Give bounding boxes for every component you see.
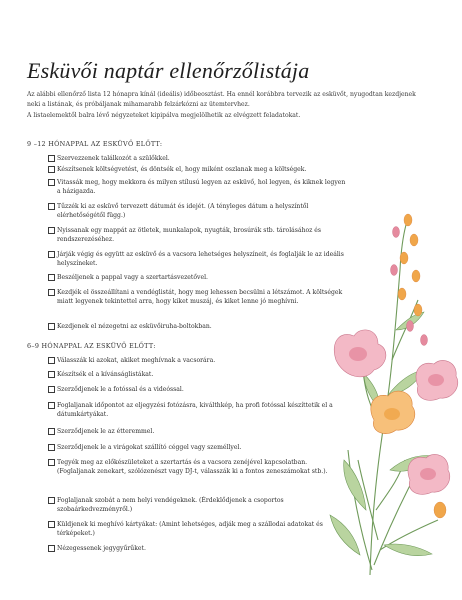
checkbox[interactable]	[48, 323, 55, 330]
checkbox[interactable]	[48, 357, 55, 364]
checkbox[interactable]	[48, 497, 55, 504]
intro-paragraph: A listaelemektől balra lévő négyzeteket kipipálva megjelölhetik az elvégzett feladatokat.	[27, 111, 301, 119]
section-heading: 6–9 HÓNAPPAL AZ ESKÜVŐ ELŐTT:	[27, 342, 156, 350]
checkbox[interactable]	[48, 371, 55, 378]
checkbox[interactable]	[48, 289, 55, 296]
checklist-item: Vitassák meg, hogy mekkora és milyen stílusú legyen az esküvő, hol legyen, és kiknek legyen a házigazda.	[57, 178, 347, 202]
checklist-item: Foglaljanak időpontot az eljegyzési fotózásra, kiválthkép, ha profi fotóssal készíttetik el a dátumkártyákat.	[57, 401, 347, 427]
checkbox[interactable]	[48, 203, 55, 210]
checkbox[interactable]	[48, 386, 55, 393]
checkbox[interactable]	[48, 227, 55, 234]
checklist-item: Foglaljanak szobát a nem helyi vendégeknek. (Érdeklődjenek a csoportos szobaárkedvezményről.)	[57, 496, 347, 520]
checkbox[interactable]	[48, 274, 55, 281]
checkbox[interactable]	[48, 179, 55, 186]
intro-text	[27, 90, 427, 121]
checklist-item: Nyissanak egy mappát az ötletek, munkalapok, nyugták, brosúrák stb. tárolásához és rendszerezéséhez.	[57, 226, 347, 250]
checkbox[interactable]	[48, 521, 55, 528]
checkbox[interactable]	[48, 166, 55, 173]
checklist-item: Válasszák ki azokat, akiket meghívnak a vacsorára.	[57, 356, 347, 370]
checkbox[interactable]	[48, 459, 55, 466]
page-title: Esküvői naptár ellenőrzőlistája	[27, 58, 310, 83]
checkbox[interactable]	[48, 155, 55, 162]
checklist-item: Tűzzék ki az esküvő tervezett dátumát és idejét. (A tényleges dátum a helyszíntől elérhetőségétől függ.)	[57, 202, 347, 226]
checklist-item: Járják végig és együtt az esküvő és a vacsora lehetséges helyszíneit, és foglalják le az ideális helyszíneket.	[57, 250, 347, 273]
intro-paragraph: Az alábbi ellenőrző lista 12 hónapra kínál (ideális) időbeosztást. Ha ennél korábbra tervezik az esküvőt, nyugodtan kezdjenek neki a listának, és próbáljanak mihamarabb felzárkózni az ütemtervhez.	[27, 91, 416, 109]
checkbox[interactable]	[48, 428, 55, 435]
checklist-item: Szerződjenek le az étteremmel.	[57, 427, 347, 443]
checklist-item: Beszéljenek a pappal vagy a szertartásvezetővel.	[57, 273, 347, 288]
checklist-item: Készítsenek költségvetést, és döntsék el, hogy miként oszlanak meg a költségek.	[57, 165, 347, 178]
section-heading: 9 –12 HÓNAPPAL AZ ESKÜVŐ ELŐTT:	[27, 140, 163, 148]
checklist-item: Szerződjenek le a virágokat szállító céggel vagy személlyel.	[57, 443, 347, 458]
checkbox[interactable]	[48, 545, 55, 552]
checklist-item: Kezdjék el összeállítani a vendéglistát, hogy meg lehessen becsülni a létszámot. A költségek miatt legyenek tekintettel arra, hogy kiket muszáj, és kiket lenne jó meghívni.	[57, 288, 347, 322]
flower-illustration	[300, 210, 460, 580]
checkbox[interactable]	[48, 251, 55, 258]
checklist-item: Szerződjenek le a fotóssal és a videóssal.	[57, 385, 347, 401]
checkbox[interactable]	[48, 402, 55, 409]
checklist-item: Küldjenek ki meghívó kártyákat: (Amint lehetséges, adják meg a szállodai adatokat és térképeket.)	[57, 520, 347, 544]
checklist-item: Szervezzenek találkozót a szülőkkel.	[57, 154, 347, 165]
checklist-item: Tegyék meg az előkészületeket a szertartás és a vacsora zenéjével kapcsolatban. (Foglaljanak zenekart, szólózenészt vagy DJ-t, válasszák ki a fontos zeneszámokat stb.).	[57, 458, 347, 496]
checklist-item: Kezdjenek el nézegetni az esküvőiruha-boltokban.	[57, 322, 347, 334]
checklist-item: Készítsék el a kívánságlistákat.	[57, 370, 347, 385]
checkbox[interactable]	[48, 444, 55, 451]
checklist-item: Nézegessenek jegygyűrűket.	[57, 544, 347, 556]
